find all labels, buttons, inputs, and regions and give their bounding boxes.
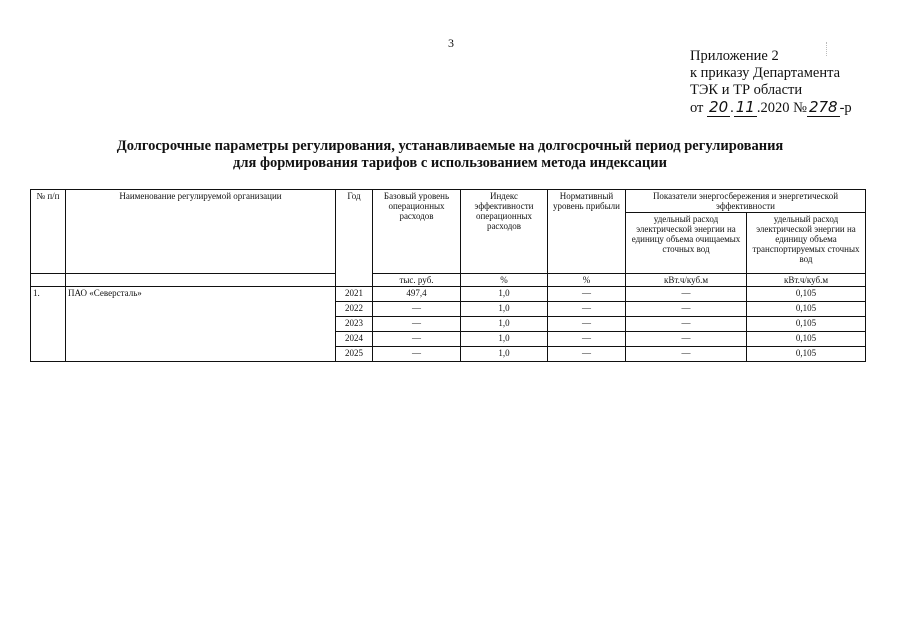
cell-base: —: [373, 302, 461, 317]
header-profit: Нормативный уровень прибыли: [548, 190, 626, 274]
unit-org: [66, 274, 336, 287]
cell-base: 497,4: [373, 287, 461, 302]
date-month: 11: [735, 98, 755, 116]
org-name: ПАО «Северсталь»: [66, 287, 336, 362]
cell-year: 2021: [336, 287, 373, 302]
cell-base: —: [373, 332, 461, 347]
parameters-table: [30, 189, 866, 362]
unit-energy-1: кВт.ч/куб.м: [626, 274, 747, 287]
table-row: [31, 287, 866, 302]
cell-energy-1: —: [626, 347, 747, 362]
cell-profit: —: [548, 332, 626, 347]
order-suffix: -р: [839, 100, 852, 116]
cell-index: 1,0: [461, 317, 548, 332]
title-line-2: для формирования тарифов с использованием метода индексации: [233, 155, 667, 171]
cell-energy-2: 0,105: [747, 347, 866, 362]
cell-energy-1: —: [626, 302, 747, 317]
cell-energy-2: 0,105: [747, 332, 866, 347]
date-year: .2020 №: [756, 100, 807, 116]
header-energy-2: удельный расход электрической энергии на единицу объема транспортируемых сточных вод: [747, 213, 866, 274]
unit-profit: %: [548, 274, 626, 287]
appendix-line-1: Приложение 2: [690, 48, 779, 64]
appendix-line-3: ТЭК и ТР области: [690, 82, 803, 98]
unit-base: тыс. руб.: [373, 274, 461, 287]
cell-year: 2025: [336, 347, 373, 362]
page-number: 3: [448, 36, 454, 50]
cell-base: —: [373, 317, 461, 332]
cell-year: 2024: [336, 332, 373, 347]
document-title: [40, 138, 860, 172]
header-org: Наименование регулируемой организации: [66, 190, 336, 274]
header-energy-group: Показатели энергосбережения и энергетической эффективности: [626, 190, 866, 213]
cell-energy-1: —: [626, 332, 747, 347]
units-row: [31, 274, 866, 287]
cell-year: 2022: [336, 302, 373, 317]
cell-base: —: [373, 347, 461, 362]
cell-index: 1,0: [461, 332, 548, 347]
date-prefix: от: [690, 100, 704, 116]
cell-profit: —: [548, 317, 626, 332]
cell-energy-1: —: [626, 317, 747, 332]
cell-index: 1,0: [461, 302, 548, 317]
header-energy-1: удельный расход электрической энергии на единицу объема очищаемых сточных вод: [626, 213, 747, 274]
unit-num: [31, 274, 66, 287]
cell-year: 2023: [336, 317, 373, 332]
cell-energy-2: 0,105: [747, 302, 866, 317]
unit-energy-2: кВт.ч/куб.м: [747, 274, 866, 287]
cell-profit: —: [548, 302, 626, 317]
cell-energy-2: 0,105: [747, 317, 866, 332]
cell-profit: —: [548, 347, 626, 362]
header-num: № п/п: [31, 190, 66, 274]
cell-index: 1,0: [461, 287, 548, 302]
cell-index: 1,0: [461, 347, 548, 362]
cell-energy-2: 0,105: [747, 287, 866, 302]
title-line-1: Долгосрочные параметры регулирования, устанавливаемые на долгосрочный период регулирования: [116, 138, 784, 154]
org-number: 1.: [31, 287, 66, 362]
order-number: 278: [808, 98, 838, 116]
header-index: Индекс эффективности операционных расходов: [461, 190, 548, 274]
appendix-date-line: от 20 . 11 .2020 № 278 -р: [690, 98, 852, 116]
appendix-line-2: к приказу Департамента: [690, 65, 841, 81]
appendix-block: [690, 48, 852, 117]
cell-profit: —: [548, 287, 626, 302]
date-day: 20: [709, 98, 729, 116]
header-year: Год: [336, 190, 373, 287]
header-row-1: [31, 190, 866, 213]
header-base: Базовый уровень операционных расходов: [373, 190, 461, 274]
cell-energy-1: —: [626, 287, 747, 302]
unit-index: %: [461, 274, 548, 287]
